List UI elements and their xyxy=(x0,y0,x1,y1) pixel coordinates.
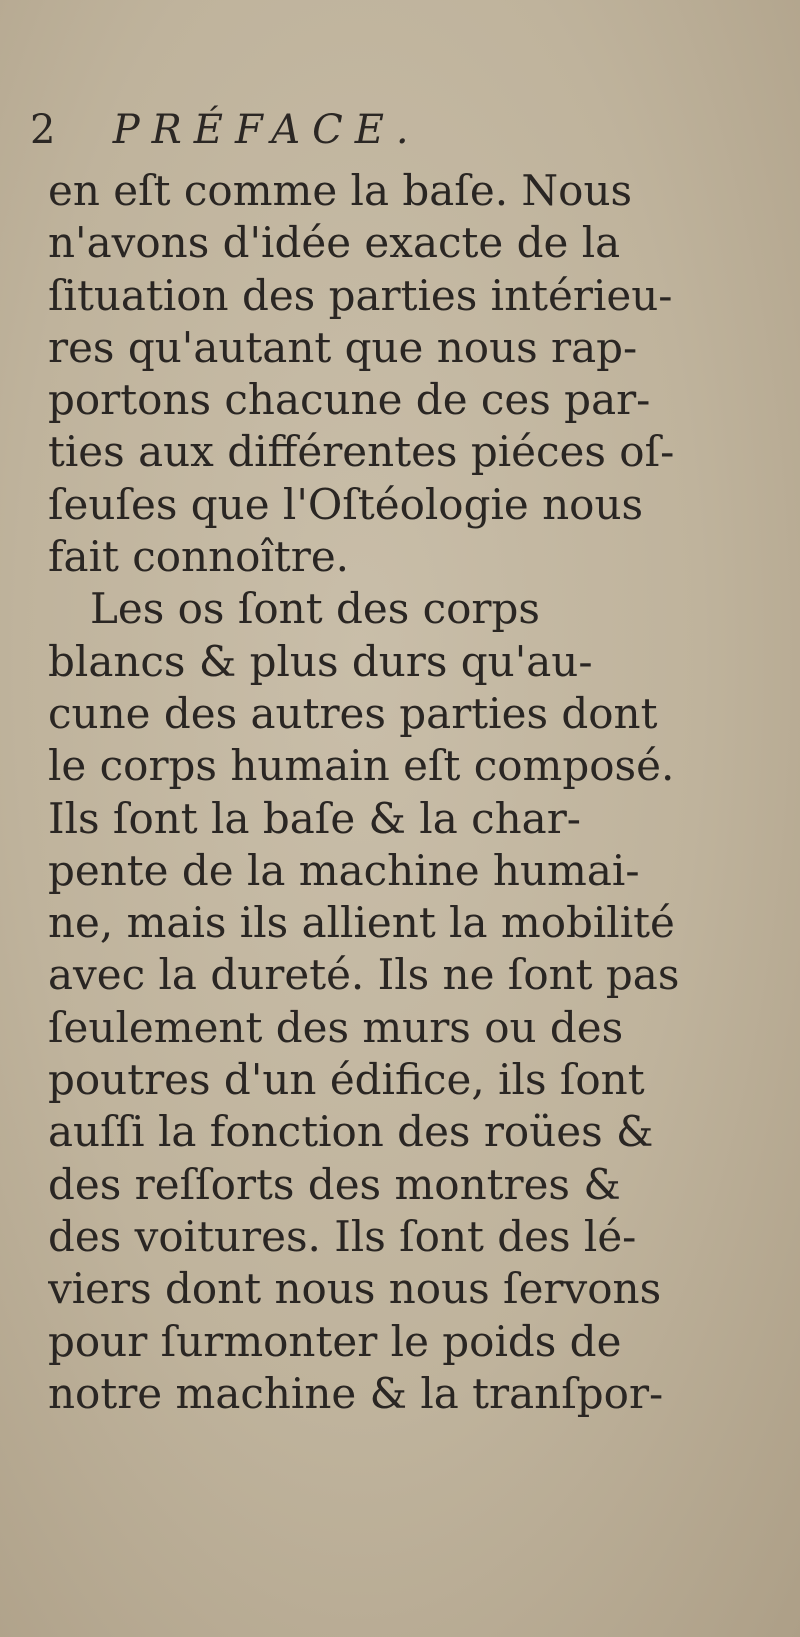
text-line: notre machine & la tranſpor- xyxy=(48,1368,664,1418)
text-line: res qu'autant que nous rap- xyxy=(48,322,638,372)
text-line: avec la dureté. Ils ne ſont pas xyxy=(48,950,680,1000)
text-line: poutres d'un édifice, ils ſont xyxy=(48,1055,645,1105)
text-line: pente de la machine humai- xyxy=(48,845,640,895)
text-line: blancs & plus durs qu'au- xyxy=(48,636,593,686)
text-line: cune des autres parties dont xyxy=(48,688,658,738)
running-title: PRÉFACE. xyxy=(112,107,421,153)
text-line: ne, mais ils allient la mobilité xyxy=(48,898,675,948)
text-line: ſeulement des murs ou des xyxy=(48,1002,624,1052)
paragraph-start-line: Les os ſont des corps xyxy=(90,584,540,634)
text-line: viers dont nous nous ſervons xyxy=(48,1264,662,1314)
page-number: 2 xyxy=(30,107,56,153)
text-line: Ils ſont la baſe & la char- xyxy=(48,793,581,843)
text-line: des voitures. Ils ſont des lé- xyxy=(48,1211,637,1261)
text-line: ſeuſes que l'Oſtéologie nous xyxy=(48,479,644,529)
text-line: le corps humain eſt composé. xyxy=(48,741,675,791)
text-line: ſituation des parties intérieu- xyxy=(48,270,673,320)
text-line: fait connoître. xyxy=(48,532,350,582)
text-line: pour ſurmonter le poids de xyxy=(48,1316,622,1366)
text-line: portons chacune de ces par- xyxy=(48,375,651,425)
text-line: en eſt comme la baſe. Nous xyxy=(48,166,633,215)
text-line: auſſi la fonction des roües & xyxy=(48,1107,654,1157)
text-line: des reſſorts des montres & xyxy=(48,1159,621,1209)
text-line: ties aux différentes piéces oſ- xyxy=(48,427,675,477)
body-text xyxy=(48,165,768,1420)
text-line: n'avons d'idée exacte de la xyxy=(48,218,621,268)
page-header xyxy=(30,100,421,160)
